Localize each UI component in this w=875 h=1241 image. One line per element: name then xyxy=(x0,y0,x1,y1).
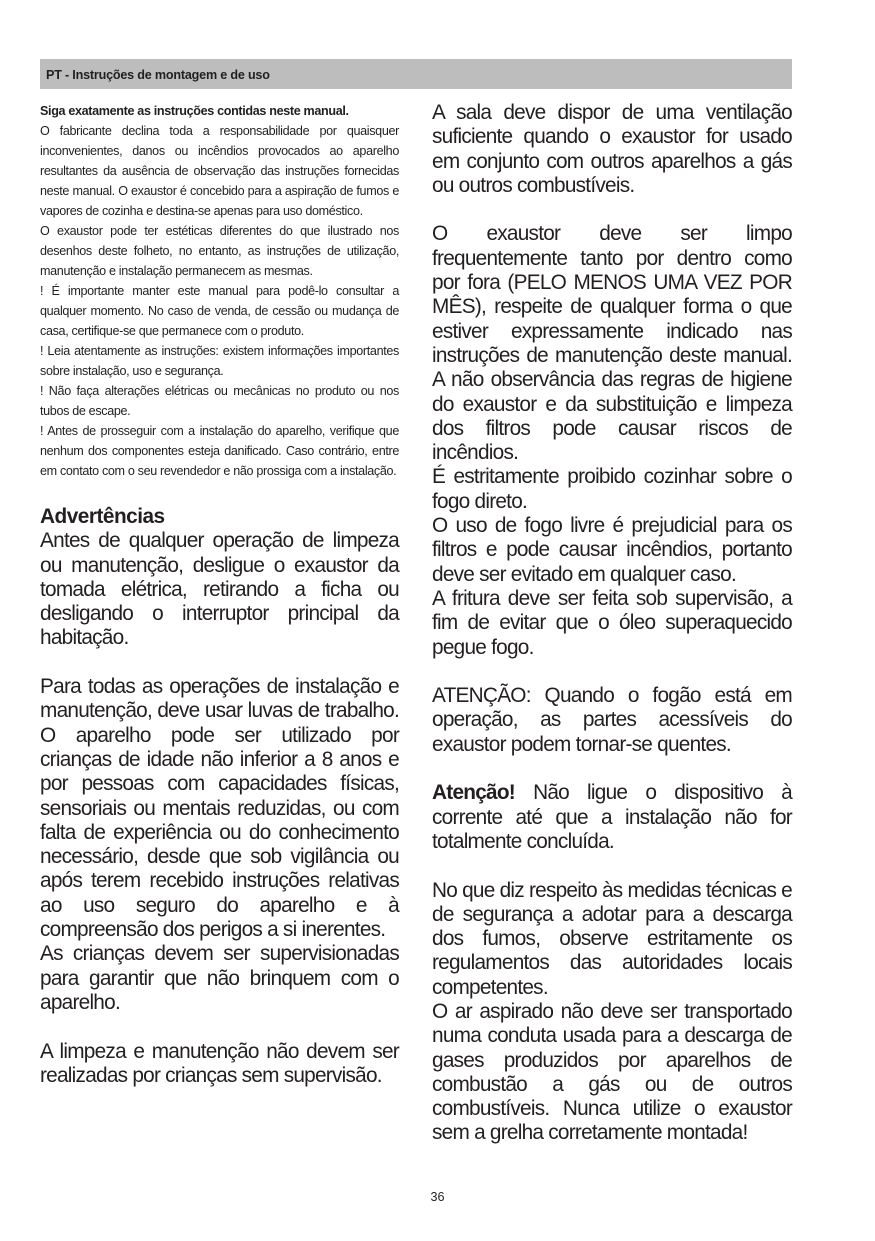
left-column xyxy=(40,101,399,1088)
power-connection-text: Não ligue o dispositivo à corrente até que a instalação não for totalmente concluída. xyxy=(432,781,792,853)
intro-bold: Siga exatamente as instruções contidas neste manual. xyxy=(40,104,349,118)
right-column xyxy=(432,101,792,1146)
open-flame-note: O uso de fogo livre é prejudicial para os filtros e pode causar incêndios, portanto deve ser evitado em qualquer caso. xyxy=(432,514,792,586)
ventilation-note: A sala deve dispor de uma ventilação suficiente quando o exaustor for usado em conjunto com outros aparelhos a gás ou outros combustíveis. xyxy=(432,101,792,197)
no-alterations-note: ! Não faça alterações elétricas ou mecânicas no produto ou nos tubos de escape. xyxy=(40,384,399,418)
power-connection-note xyxy=(432,781,792,854)
warning-disconnect: Antes de qualquer operação de limpeza ou manutenção, desligue o exaustor da tomada elétrica, retirando a ficha ou desligando o interruptor principal da habitação. xyxy=(40,529,399,650)
read-instructions-note: ! Leia atentamente as instruções: existem informações importantes sobre instalação, uso e segurança. xyxy=(40,344,399,378)
page-number: 36 xyxy=(430,1190,445,1204)
attention-bold: Atenção! xyxy=(432,781,515,805)
warning-gloves-children: Para todas as operações de instalação e manutenção, deve usar luvas de trabalho. O aparelho pode ser utilizado por crianças de idade não inferior a 8 anos e por pessoas com capacidades físicas, sensoriais ou mentais reduzidas, ou com falta de experiência ou do conhecimento necessário, desde que sob vigilância ou após terem recebido instruções relativas ao uso seguro do aparelho e à compreensão dos perigos a si inerentes. xyxy=(40,675,399,942)
warnings-heading: Advertências xyxy=(40,505,165,528)
warning-cleaning-children: A limpeza e manutenção não devem ser realizadas por crianças sem supervisão. xyxy=(40,1039,399,1087)
local-regulations-note: No que diz respeito às medidas técnicas e de segurança a adotar para a descarga dos fumos, observe estritamente os regulamentos das autoridades locais competentes. xyxy=(432,878,792,999)
keep-manual-note: ! É importante manter este manual para podê-lo consultar a qualquer momento. No caso de venda, de cessão ou mudança de casa, certifique-se que permanece com o produto. xyxy=(40,284,399,338)
aesthetics-note: O exaustor pode ter estéticas diferentes do que ilustrado nos desenhos deste folheto, no entanto, as instruções de utilização, manutenção e instalação permanecem as mesmas. xyxy=(40,224,399,278)
no-direct-fire-note: É estritamente proibido cozinhar sobre o fogo direto. xyxy=(432,465,792,513)
frying-note: A fritura deve ser feita sob supervisão, a fim de evitar que o óleo superaquecido pegue fogo. xyxy=(432,586,792,659)
intro-paragraph xyxy=(40,101,399,121)
warning-supervise-children: As crianças devem ser supervisionadas para garantir que não brinquem com o aparelho. xyxy=(40,942,399,1014)
hot-parts-note: ATENÇÃO: Quando o fogão está em operação, as partes acessíveis do exaustor podem tornar-se quentes. xyxy=(432,684,792,756)
section-header-title: PT - Instruções de montagem e de uso xyxy=(46,68,270,82)
check-components-note: ! Antes de prosseguir com a instalação do aparelho, verifique que nenhum dos componentes esteja danificado. Caso contrário, entre em contato com o seu revendedor e não prossiga com a instalação. xyxy=(40,424,399,478)
cleaning-note: O exaustor deve ser limpo frequentemente tanto por dentro como por fora (PELO MENOS UMA VEZ POR MÊS), respeite de qualquer forma o que estiver expressamente indicado nas instruções de manutenção deste manual. A não observância das regras de higiene do exaustor e da substituição e limpeza dos filtros pode causar riscos de incêndios. xyxy=(432,222,792,465)
section-header-bar xyxy=(40,59,792,89)
manufacturer-disclaimer: O fabricante declina toda a responsabilidade por quaisquer inconvenientes, danos ou incêndios provocados ao aparelho resultantes da ausência de observação das instruções fornecidas neste manual. O exaustor é concebido para a aspiração de fumos e vapores de cozinha e destina-se apenas para uso doméstico. xyxy=(40,124,399,218)
exhaust-duct-note: O ar aspirado não deve ser transportado numa conduta usada para a descarga de gases produzidos por aparelhos de combustão a gás ou de outros combustíveis. Nunca utilize o exaustor sem a grelha corretamente montada! xyxy=(432,999,792,1145)
